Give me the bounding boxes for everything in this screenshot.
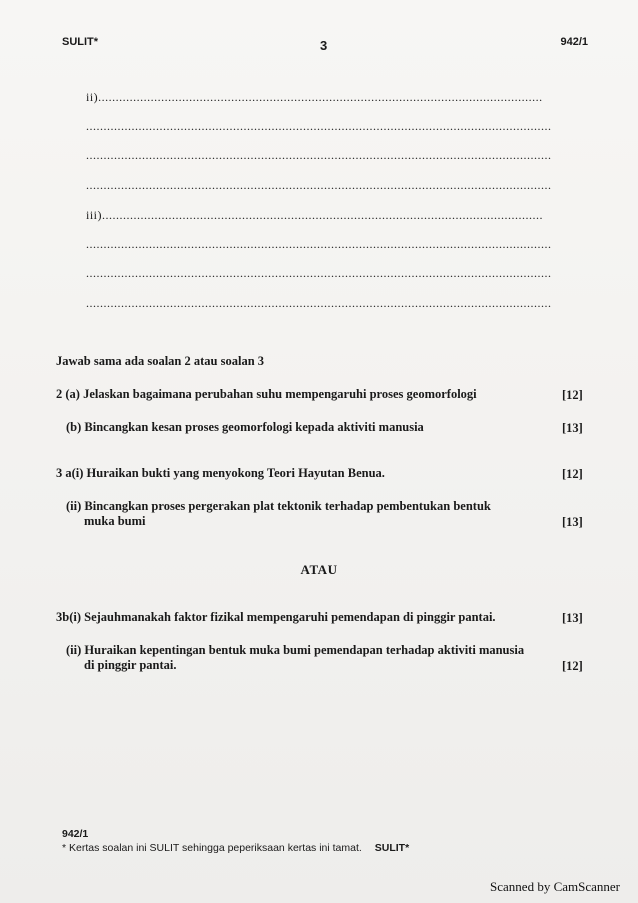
mark-3bi: [13] [562,611,583,625]
header-sulit: SULIT* [62,36,99,48]
footer-note [62,842,409,854]
page-number: 3 [320,38,328,53]
answer-dots: ..................................................................................................................................... [86,178,552,192]
question-3bii: (ii) Huraikan kepentingan bentuk muka bumi pemendapan terhadap aktiviti manusia [66,643,525,657]
answer-line [86,237,564,252]
answer-line [86,296,564,311]
answer-line [86,148,564,163]
footer-note-text: * Kertas soalan ini SULIT sehingga peperiksaan kertas ini tamat. [62,842,362,854]
answer-line [86,178,564,193]
answer-line [86,266,564,281]
question-3ai: 3 a(i) Huraikan bukti yang menyokong Teori Hayutan Benua. [56,466,385,480]
answer-dots: ..................................................................................................................................... [86,237,552,251]
camscanner-watermark: Scanned by CamScanner [490,879,620,894]
mark-2b: [13] [562,421,583,435]
answer-dots: ..................................................................................................................................... [86,119,552,133]
question-3bi: 3b(i) Sejauhmanakah faktor fizikal mempengaruhi pemendapan di pinggir pantai. [56,610,496,624]
answer-label: ii) [86,90,99,104]
answer-line [86,208,564,223]
answer-dots: .............................................................................................................................. [102,208,543,222]
question-2b: (b) Bincangkan kesan proses geomorfologi kepada aktiviti manusia [66,420,424,434]
page-header [62,34,588,52]
mark-3bii: [12] [562,659,583,673]
answer-dots: ..................................................................................................................................... [86,296,552,310]
answer-line [86,90,564,105]
mark-3aii: [13] [562,515,583,529]
mark-3ai: [12] [562,467,583,481]
question-2a: 2 (a) Jelaskan bagaimana perubahan suhu mempengaruhi proses geomorfologi [56,387,477,401]
answer-label: iii) [86,208,102,222]
answer-dots: ..................................................................................................................................... [86,148,552,162]
atau-divider: ATAU [300,562,338,577]
question-3aii: (ii) Bincangkan proses pergerakan plat tektonik terhadap pembentukan bentuk [66,499,491,513]
answer-dots: ..................................................................................................................................... [86,266,552,280]
instruction: Jawab sama ada soalan 2 atau soalan 3 [56,354,265,368]
footer-sulit: SULIT* [374,842,410,854]
question-3bii-cont: di pinggir pantai. [84,658,177,672]
question-3aii-cont: muka bumi [84,514,146,528]
header-code: 942/1 [560,36,588,48]
answer-line [86,119,564,134]
footer-code: 942/1 [62,828,89,840]
answer-dots: ............................................................................................................................... [98,90,543,104]
mark-2a: [12] [562,388,583,402]
